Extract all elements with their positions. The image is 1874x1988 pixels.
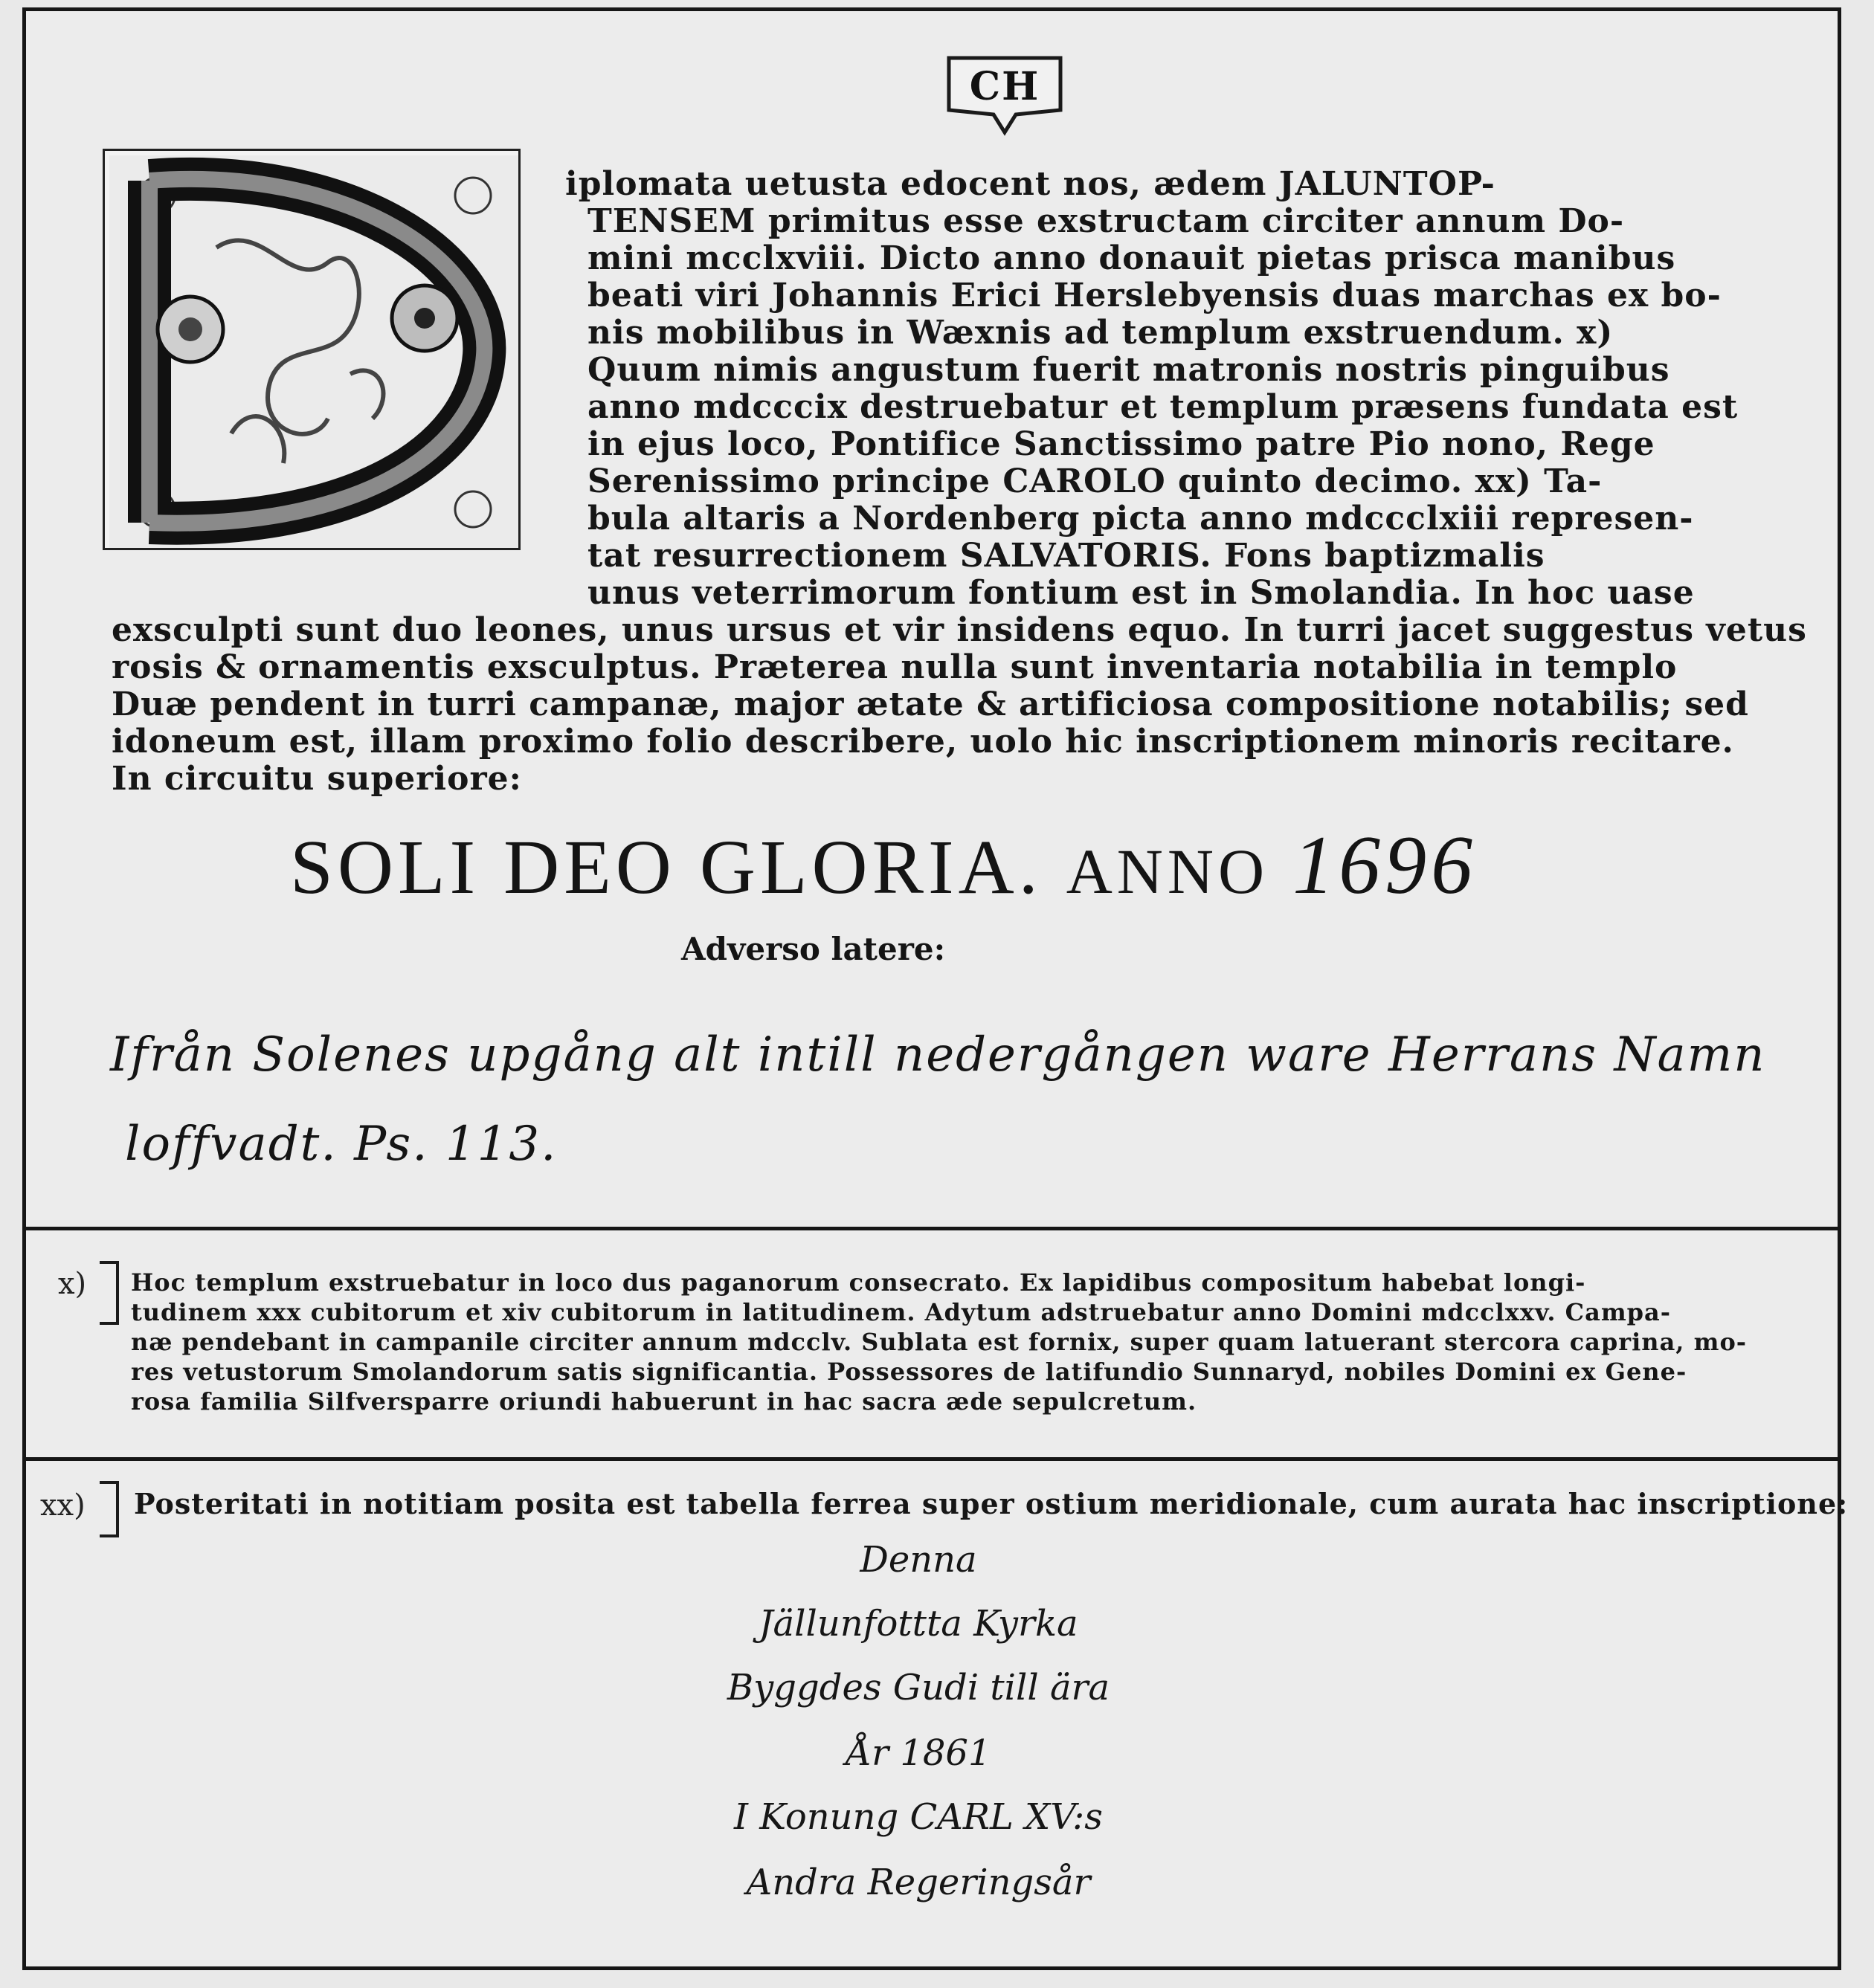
section-divider bbox=[22, 1457, 1841, 1461]
paragraph-line: TENSEM primitus esse exstructam circiter annum Do- bbox=[587, 202, 1625, 240]
bracket-icon bbox=[95, 1479, 125, 1539]
adverso-heading: Adverso latere: bbox=[681, 931, 946, 967]
paragraph-line: exsculpti sunt duo leones, unus ursus et vir insidens equo. In turri jacet suggestus vetus bbox=[112, 611, 1807, 649]
tablet-inscription-line: Byggdes Gudi till ära bbox=[727, 1667, 1110, 1708]
bell-inscription-anno: ANNO bbox=[1066, 836, 1269, 907]
paragraph-line: iplomata uetusta edocent nos, ædem JALUNTOP- bbox=[565, 165, 1495, 203]
paragraph-line: in ejus loco, Pontifice Sanctissimo patre Pio nono, Rege bbox=[587, 425, 1655, 463]
section-divider bbox=[22, 1227, 1841, 1230]
paragraph-line: mini mcclxviii. Dicto anno donauit pietas prisca manibus bbox=[587, 239, 1676, 277]
paragraph-line: Serenissimo principe CAROLO quinto decimo. xx) Ta- bbox=[587, 462, 1603, 500]
crest-monogram: CH bbox=[969, 64, 1040, 109]
footnote-marker: xx) bbox=[40, 1488, 86, 1523]
paragraph-line: unus veterrimorum fontium est in Smolandia. In hoc uase bbox=[587, 574, 1695, 612]
paragraph-line: In circuitu superiore: bbox=[112, 760, 522, 798]
bracket-icon bbox=[95, 1259, 125, 1326]
footnote-line: Hoc templum exstruebatur in loco dus paganorum consecrato. Ex lapidibus compositum habebat longi- bbox=[131, 1268, 1586, 1297]
tablet-inscription-line: Denna bbox=[860, 1539, 977, 1581]
crest-shield bbox=[944, 55, 1065, 137]
bell-inscription-year: 1696 bbox=[1292, 819, 1478, 911]
footnote-marker: x) bbox=[58, 1267, 87, 1301]
illuminated-initial bbox=[103, 149, 521, 550]
swedish-inscription-line: loffvadt. Ps. 113. bbox=[125, 1117, 558, 1172]
paragraph-line: idoneum est, illam proximo folio describere, uolo hic inscriptionem minoris recitare. bbox=[112, 723, 1734, 761]
paragraph-line: bula altaris a Nordenberg picta anno mdccclxiii represen- bbox=[587, 500, 1694, 538]
tablet-inscription-line: Andra Regeringsår bbox=[746, 1862, 1091, 1903]
footnote-line: tudinem xxx cubitorum et xiv cubitorum in latitudinem. Adytum adstruebatur anno Domini mdcclxxv. Campa- bbox=[131, 1298, 1672, 1326]
bell-inscription bbox=[290, 818, 1703, 914]
tablet-inscription-line: År 1861 bbox=[846, 1732, 991, 1774]
paragraph-line: tat resurrectionem SALVATORIS. Fons baptizmalis bbox=[587, 537, 1545, 575]
footnote-line: res vetustorum Smolandorum satis significantia. Possessores de latifundio Sunnaryd, nobiles Domini ex Gene- bbox=[131, 1358, 1687, 1386]
footnote-intro: Posteritati in notitiam posita est tabella ferrea super ostium meridionale, cum aurata hac inscriptione: bbox=[134, 1487, 1849, 1520]
bell-inscription-main: SOLI DEO GLORIA. bbox=[290, 824, 1043, 910]
paragraph-line: beati viri Johannis Erici Herslebyensis duas marchas ex bo- bbox=[587, 277, 1722, 314]
footnote-line: næ pendebant in campanile circiter annum mdcclv. Sublata est fornix, super quam latuerant stercora caprina, mo- bbox=[131, 1328, 1748, 1356]
paragraph-line: nis mobilibus in Wæxnis ad templum exstruendum. x) bbox=[587, 314, 1614, 352]
paragraph-line: anno mdcccix destruebatur et templum præsens fundata est bbox=[587, 388, 1739, 426]
paragraph-line: Duæ pendent in turri campanæ, major ætate & artificiosa compositione notabilis; sed bbox=[112, 685, 1749, 723]
swedish-inscription-line: Ifrån Solenes upgång alt intill nedergången ware Herrans Namn bbox=[110, 1027, 1766, 1082]
paragraph-line: Quum nimis angustum fuerit matronis nostris pinguibus bbox=[587, 351, 1670, 389]
tablet-inscription-line: Jällunfottta Kyrka bbox=[759, 1603, 1078, 1645]
tablet-inscription-line: I Konung CARL XV:s bbox=[734, 1796, 1103, 1838]
footnote-line: rosa familia Silfversparre oriundi habuerunt in hac sacra æde sepulcretum. bbox=[131, 1387, 1197, 1416]
paragraph-line: rosis & ornamentis exsculptus. Præterea nulla sunt inventaria notabilia in templo bbox=[112, 648, 1678, 686]
